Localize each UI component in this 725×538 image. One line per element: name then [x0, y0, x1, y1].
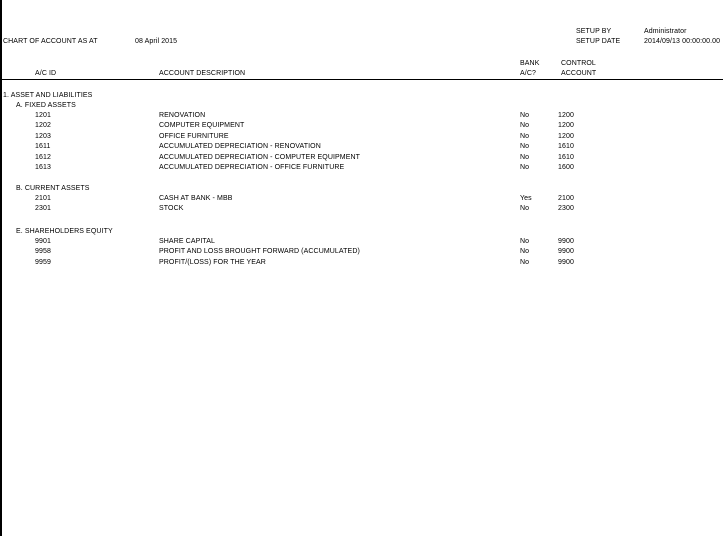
account-description: ACCUMULATED DEPRECIATION - COMPUTER EQUIPMENT	[159, 153, 361, 161]
bank-flag: No	[520, 153, 530, 161]
column-header-control-line2: ACCOUNT	[561, 70, 597, 77]
account-id: 9901	[35, 238, 51, 245]
account-description: CASH AT BANK - MBB	[159, 195, 233, 202]
bank-flag: Yes	[520, 195, 532, 202]
account-description: PROFIT/(LOSS) FOR THE YEAR	[159, 258, 266, 266]
control-account: 1200	[558, 122, 574, 130]
account-id: 2301	[35, 205, 51, 213]
control-account: 1610	[558, 153, 574, 161]
account-description: ACCUMULATED DEPRECIATION - OFFICE FURNITURE	[159, 164, 345, 171]
account-description: COMPUTER EQUIPMENT	[159, 122, 245, 130]
setup-by-value: Administrator	[644, 28, 687, 35]
bank-flag: No	[520, 205, 530, 213]
setup-date-label: SETUP DATE	[576, 38, 621, 45]
account-id: 1611	[35, 143, 51, 151]
control-account: 9900	[558, 248, 574, 256]
account-description: STOCK	[159, 205, 184, 213]
column-header-description: ACCOUNT DESCRIPTION	[159, 70, 246, 77]
setup-date-value: 2014/09/13 00:00:00.00	[644, 38, 721, 45]
account-id: 1202	[35, 122, 51, 130]
column-header-bank-line1: BANK	[520, 60, 540, 67]
group-heading: A. FIXED ASSETS	[16, 102, 76, 109]
account-id: 9958	[35, 248, 51, 256]
control-account: 2300	[558, 205, 574, 213]
account-id: 1613	[35, 164, 51, 171]
control-account: 1600	[558, 164, 574, 171]
bank-flag: No	[520, 112, 530, 119]
control-account: 9900	[558, 258, 574, 266]
account-description: OFFICE FURNITURE	[159, 132, 229, 140]
bank-flag: No	[520, 132, 530, 140]
account-id: 2101	[35, 195, 51, 202]
column-header-ac-id: A/C ID	[35, 70, 57, 77]
account-id: 1612	[35, 153, 51, 161]
bank-flag: No	[520, 238, 530, 245]
account-description: PROFIT AND LOSS BROUGHT FORWARD (ACCUMULATED)	[159, 248, 360, 256]
bank-flag: No	[520, 164, 530, 171]
top-section-heading: 1. ASSET AND LIABILITIES	[3, 92, 93, 99]
report-date: 08 April 2015	[135, 38, 178, 45]
bank-flag: No	[520, 143, 530, 151]
header-divider	[2, 79, 723, 80]
account-id: 9959	[35, 258, 51, 266]
control-account: 1610	[558, 143, 574, 151]
setup-by-label: SETUP BY	[576, 28, 612, 35]
account-description: SHARE CAPITAL	[159, 238, 216, 245]
bank-flag: No	[520, 258, 530, 266]
bank-flag: No	[520, 248, 530, 256]
column-header-bank-line2: A/C?	[520, 70, 536, 77]
account-description: RENOVATION	[159, 112, 206, 119]
bank-flag: No	[520, 122, 530, 130]
control-account: 1200	[558, 132, 574, 140]
account-description: ACCUMULATED DEPRECIATION - RENOVATION	[159, 143, 321, 151]
group-heading: B. CURRENT ASSETS	[16, 185, 90, 192]
group-heading: E. SHAREHOLDERS EQUITY	[16, 228, 113, 235]
column-header-control-line1: CONTROL	[561, 60, 596, 67]
control-account: 9900	[558, 238, 574, 245]
report-title: CHART OF ACCOUNT AS AT	[3, 38, 98, 45]
control-account: 1200	[558, 112, 574, 119]
account-id: 1203	[35, 132, 51, 140]
account-id: 1201	[35, 112, 51, 119]
control-account: 2100	[558, 195, 574, 202]
